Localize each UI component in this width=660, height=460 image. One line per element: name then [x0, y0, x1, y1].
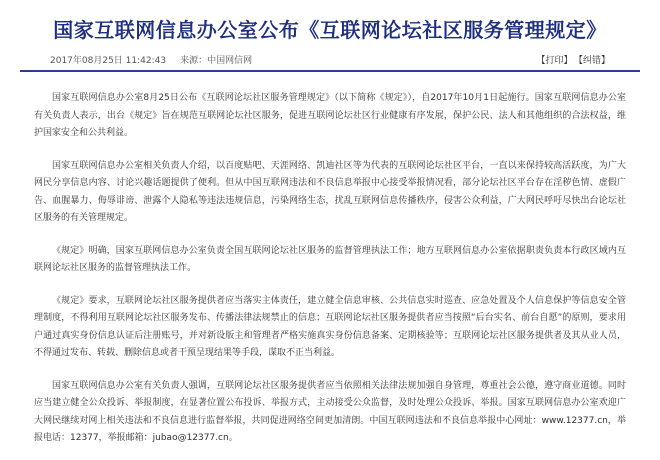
publish-date: 2017年08月25日 11:42:43	[50, 56, 167, 66]
correction-link[interactable]: 【纠错】	[578, 56, 610, 66]
article-meta-info	[50, 53, 252, 66]
paragraph: 国家互联网信息办公室有关负责人强调，互联网论坛社区服务提供者应当依照相关法律法规加强自身管理，尊重社会公德，遵守商业道德。同时应当建立健全公众投诉、举报制度，在显著位置公布投诉、举报方式，主动接受公众监督，及时处理公众投诉、举报。国家互联网信息办公室欢迎广大网民继续对网上相关违法和不良信息进行监督举报，共同促进网络空间更加清朗。中国互联网违法和不良信息举报中心网址：www.12377.cn，举报电话：12377，举报邮箱：jubao@12377.cn。	[34, 380, 626, 443]
paragraph: 国家互联网信息办公室相关负责人介绍，以百度贴吧、天涯网络、凯迪社区等为代表的互联网论坛社区平台，一直以来保持较高活跃度，为广大网民分享信息内容、讨论兴趣话题提供了便利。但从中国互联网违法和不良信息举报中心接受举报情况看，部分论坛社区平台存在淫秽色情、虚假广告、血腥暴力、侮辱诽谤、泄露个人隐私等违法违规信息，污染网络生态，扰乱互联网信息传播秩序，侵害公众利益，广大网民呼吁尽快出台论坛社区服务的有关管理规定。	[34, 160, 626, 223]
paragraph: 《规定》明确，国家互联网信息办公室负责全国互联网论坛社区服务的监督管理执法工作；地方互联网信息办公室依据职责负责本行政区域内互联网论坛社区服务的监督管理执法工作。	[34, 245, 626, 273]
print-link[interactable]: 【打印】	[536, 56, 573, 66]
source-label: 来源：	[180, 56, 208, 66]
paragraph: 《规定》要求，互联网论坛社区服务提供者应当落实主体责任，建立健全信息审核、公共信息实时巡查、应急处置及个人信息保护等信息安全管理制度，不得利用互联网论坛社区服务发布、传播法律法规禁止的信息；互联网论坛社区服务提供者应当按照“后台实名、前台自愿”的原则，要求用户通过真实身份信息认证后注册账号，并对新设版主和管理者严格实施真实身份信息备案、定期核验等；互联网论坛社区服务提供者及其从业人员，不得通过发布、转载、删除信息或者干预呈现结果等手段，谋取不正当利益。	[34, 295, 626, 358]
article-actions	[530, 53, 610, 66]
article-title: 国家互联网信息办公室公布《互联网论坛社区服务管理规定》	[53, 18, 607, 42]
article-meta-bar	[20, 48, 640, 72]
article-body	[34, 90, 626, 460]
paragraph: 国家互联网信息办公室8月25日公布《互联网论坛社区服务管理规定》（以下简称《规定》），自2017年10月1日起施行。国家互联网信息办公室有关负责人表示，出台《规定》旨在规范互联网论坛社区服务，促进互联网论坛社区行业健康有序发展，保护公民、法人和其他组织的合法权益，维护国家安全和公共利益。	[34, 93, 626, 138]
source-name: 中国网信网	[207, 56, 253, 66]
